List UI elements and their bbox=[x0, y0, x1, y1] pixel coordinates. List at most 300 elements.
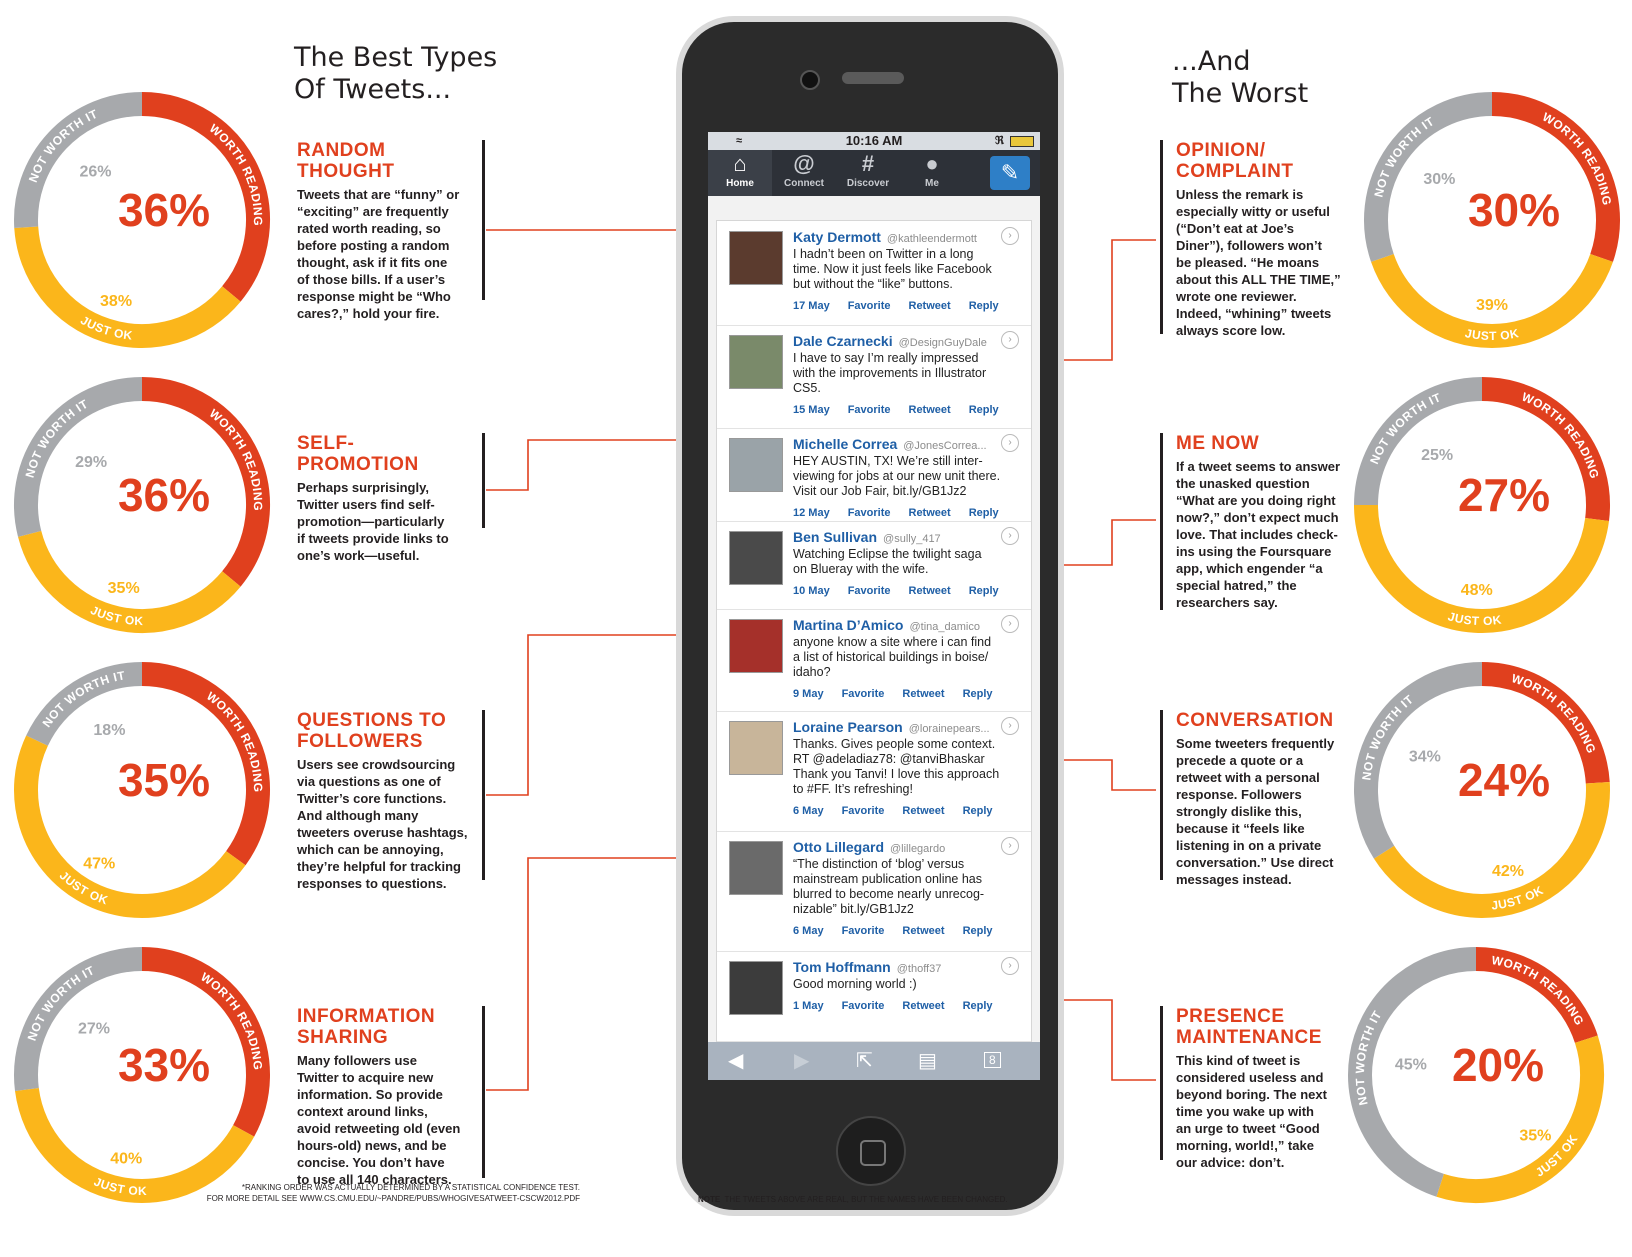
favorite-link[interactable]: Favorite bbox=[841, 925, 885, 937]
category-description bbox=[1176, 186, 1354, 339]
tweet-text-line: mainstream publication online has bbox=[793, 872, 982, 886]
chevron-right-icon[interactable]: › bbox=[1001, 615, 1019, 633]
category-description-line: Twitter to acquire new bbox=[297, 1070, 434, 1085]
tweet-text bbox=[793, 737, 1003, 797]
category-title-line: THOUGHT bbox=[297, 161, 395, 182]
heading-worst: ...And The Worst bbox=[1172, 46, 1309, 109]
category-description-line: concise. You don’t have bbox=[297, 1155, 445, 1170]
category-description-line: “exciting” are frequently bbox=[297, 204, 449, 219]
category-description-line: “What are you doing right bbox=[1176, 493, 1336, 508]
chevron-right-icon[interactable]: › bbox=[1001, 837, 1019, 855]
category-description-line: (“Don’t eat at Joe’s bbox=[1176, 221, 1294, 236]
bluetooth-icon: ℜ bbox=[995, 135, 1004, 147]
avatar[interactable] bbox=[729, 335, 783, 389]
tweet-handle[interactable]: @kathleendermott bbox=[886, 233, 977, 245]
tweet-feed bbox=[716, 220, 1032, 1042]
category-description-line: Unless the remark is bbox=[1176, 187, 1304, 202]
category-block bbox=[1176, 710, 1354, 888]
category-description-line: strongly dislike this, bbox=[1176, 804, 1302, 819]
battery-icon bbox=[1010, 136, 1034, 147]
worth-reading-value bbox=[118, 184, 210, 236]
not-worth-it-value: 29% bbox=[75, 453, 108, 471]
category-description-line: love. That includes check- bbox=[1176, 527, 1338, 542]
tweet-handle[interactable]: @lillegardo bbox=[890, 843, 946, 855]
donut-chart-4 bbox=[1371, 104, 1614, 343]
category-description bbox=[297, 479, 475, 564]
reply-link[interactable]: Reply bbox=[968, 404, 999, 416]
not-worth-it-value: 26% bbox=[79, 163, 112, 181]
worth-reading-value bbox=[118, 1039, 210, 1091]
category-title bbox=[1176, 1006, 1354, 1048]
avatar[interactable] bbox=[729, 721, 783, 775]
worth-reading-label-textpath: WORTH READING bbox=[198, 969, 265, 1071]
not-worth-it-label-textpath: NOT WORTH IT bbox=[1371, 114, 1437, 199]
tweet-text-line: on Blueray with the wife. bbox=[793, 562, 929, 576]
compose-icon: ✎ bbox=[1000, 160, 1020, 185]
chevron-right-icon[interactable]: › bbox=[1001, 227, 1019, 245]
tweet-handle[interactable]: @sully_417 bbox=[883, 533, 941, 545]
worth-reading-label-textpath: WORTH READING bbox=[1490, 953, 1587, 1028]
tweet-text-line: HEY AUSTIN, TX! We’re still inter- bbox=[793, 454, 983, 468]
category-description-line: promotion—particularly bbox=[297, 514, 445, 529]
home-button-square-icon bbox=[860, 1140, 886, 1166]
category-title-line: OPINION/ bbox=[1176, 140, 1266, 161]
category-title-line: ME NOW bbox=[1176, 433, 1260, 454]
tweet-date[interactable]: 6 May bbox=[793, 805, 824, 817]
category-description-line: beyond boring. The next bbox=[1176, 1087, 1327, 1102]
tweet-handle[interactable]: @DesignGuyDale bbox=[898, 337, 987, 349]
tweet-author-name[interactable]: Loraine Pearson bbox=[793, 719, 903, 735]
tweet-text bbox=[793, 454, 1003, 499]
phone-screen bbox=[708, 132, 1040, 1080]
tweet-row[interactable] bbox=[717, 609, 1031, 712]
tweet-date[interactable]: 12 May bbox=[793, 507, 830, 519]
reply-link[interactable]: Reply bbox=[962, 1000, 993, 1012]
reply-link[interactable]: Reply bbox=[962, 925, 993, 937]
tweet-text-line: Watching Eclipse the twilight saga bbox=[793, 547, 982, 561]
not-worth-it-value: 45% bbox=[1394, 1056, 1427, 1074]
tweet-text-line: viewing for jobs at our new unit there. bbox=[793, 469, 1001, 483]
note-label: NOTE bbox=[698, 1195, 721, 1204]
retweet-link[interactable]: Retweet bbox=[908, 404, 951, 416]
category-description-line: because it “feels like bbox=[1176, 821, 1305, 836]
tweet-author[interactable] bbox=[793, 529, 941, 545]
retweet-link[interactable]: Retweet bbox=[908, 300, 951, 312]
not-worth-it-value: 34% bbox=[1408, 748, 1441, 766]
tweet-date[interactable]: 9 May bbox=[793, 688, 824, 700]
category-title bbox=[297, 433, 475, 475]
category-description-line: if tweets provide links to bbox=[297, 531, 449, 546]
tweet-row[interactable] bbox=[717, 428, 1031, 522]
category-block bbox=[1176, 433, 1354, 611]
retweet-link[interactable]: Retweet bbox=[902, 1000, 945, 1012]
just-ok-label-textpath: JUST OK bbox=[88, 602, 144, 629]
tweet-actions bbox=[793, 404, 1017, 416]
donut-segment-just-ok bbox=[1366, 505, 1597, 621]
tweet-handle[interactable]: @thoff37 bbox=[896, 963, 942, 975]
tweet-handle[interactable]: @lorainepears... bbox=[908, 723, 990, 735]
just-ok-label-textpath: JUST OK bbox=[56, 868, 110, 908]
note-text: THE TWEETS ABOVE ARE REAL, BUT THE NAMES HAVE BEEN CHANGED. bbox=[724, 1195, 1008, 1204]
tweet-text-line: but without the “like” buttons. bbox=[793, 277, 953, 291]
favorite-link[interactable]: Favorite bbox=[847, 507, 891, 519]
donut-chart-7 bbox=[1353, 953, 1592, 1191]
category-description-line: information. So provide bbox=[297, 1087, 443, 1102]
just-ok-value: 35% bbox=[1519, 1127, 1552, 1145]
category-divider bbox=[482, 433, 485, 528]
reply-link[interactable]: Reply bbox=[968, 585, 999, 597]
tweet-author-name[interactable]: Katy Dermott bbox=[793, 229, 881, 245]
not-worth-it-label-textpath: NOT WORTH IT bbox=[22, 396, 91, 480]
not-worth-it-label-textpath: NOT WORTH IT bbox=[1367, 390, 1444, 467]
category-description-line: Many followers use bbox=[297, 1053, 417, 1068]
category-title bbox=[297, 1006, 475, 1048]
tweet-text bbox=[793, 977, 1003, 992]
category-description-line: response. Followers bbox=[1176, 787, 1302, 802]
category-description-line: cares?,” hold your fire. bbox=[297, 306, 440, 321]
tweet-text-line: CS5. bbox=[793, 381, 821, 395]
worth-reading-label-textpath: WORTH READING bbox=[206, 406, 266, 512]
category-title-line: RANDOM bbox=[297, 140, 386, 161]
tweet-actions bbox=[793, 688, 1011, 700]
worth-reading-value bbox=[1452, 1039, 1544, 1091]
category-divider bbox=[482, 140, 485, 300]
forward-icon[interactable]: ▶ bbox=[794, 1050, 810, 1072]
category-title-line: QUESTIONS TO bbox=[297, 710, 447, 731]
category-description-line: now?,” don’t expect much bbox=[1176, 510, 1339, 525]
category-description-line: context around links, bbox=[297, 1104, 428, 1119]
category-description-line: via questions as one of bbox=[297, 774, 441, 789]
category-description-line: Some tweeters frequently bbox=[1176, 736, 1335, 751]
category-divider bbox=[1160, 1006, 1163, 1160]
category-description-line: they’re helpful for tracking bbox=[297, 859, 461, 874]
worth-reading-label-textpath: WORTH READING bbox=[1509, 671, 1599, 756]
tweet-text-line: RT @adeladiaz78: @tanviBhaskar bbox=[793, 752, 985, 766]
person-icon: ● bbox=[925, 151, 939, 176]
bookmarks-icon[interactable]: ▤ bbox=[918, 1050, 937, 1072]
category-title-line: MAINTENANCE bbox=[1176, 1027, 1322, 1048]
category-description-line: Users see crowdsourcing bbox=[297, 757, 456, 772]
category-description-line: hours-old) news, and be bbox=[297, 1138, 447, 1153]
reply-link[interactable]: Reply bbox=[962, 688, 993, 700]
category-description-line: If a tweet seems to answer bbox=[1176, 459, 1341, 474]
favorite-link[interactable]: Favorite bbox=[847, 585, 891, 597]
category-description-line: Tweets that are “funny” or bbox=[297, 187, 460, 202]
not-worth-it-value: 18% bbox=[93, 722, 126, 740]
category-description bbox=[1176, 735, 1354, 888]
nav-home[interactable]: ⌂ Home bbox=[708, 150, 772, 196]
tweet-author[interactable] bbox=[793, 617, 980, 633]
category-title bbox=[1176, 433, 1354, 454]
category-description-line: about this ALL THE TIME,” bbox=[1176, 272, 1341, 287]
category-title bbox=[297, 140, 475, 182]
category-description-line: rated worth reading, so bbox=[297, 221, 441, 236]
donut-segment-just-ok bbox=[26, 227, 231, 336]
reply-link[interactable]: Reply bbox=[968, 507, 999, 519]
tweet-text-line: I have to say I’m really impressed bbox=[793, 351, 979, 365]
category-description bbox=[297, 756, 475, 892]
phone-speaker-icon bbox=[842, 72, 904, 84]
category-description-line: researchers say. bbox=[1176, 595, 1278, 610]
tweet-date[interactable]: 6 May bbox=[793, 925, 824, 937]
category-description-line: time you wake up with bbox=[1176, 1104, 1314, 1119]
chevron-right-icon[interactable]: › bbox=[1001, 527, 1019, 545]
category-description-line: This kind of tweet is bbox=[1176, 1053, 1301, 1068]
just-ok-label-textpath: JUST OK bbox=[1490, 883, 1546, 913]
category-description bbox=[297, 186, 475, 322]
category-block bbox=[1176, 140, 1354, 339]
category-title-line: SELF-PROMOTION bbox=[297, 433, 419, 475]
status-bar bbox=[708, 132, 1040, 150]
back-icon[interactable]: ◀ bbox=[728, 1050, 744, 1072]
avatar[interactable] bbox=[729, 438, 783, 492]
category-title-line: PRESENCE bbox=[1176, 1006, 1285, 1027]
category-divider bbox=[1160, 140, 1163, 334]
just-ok-label-textpath: JUST OK bbox=[78, 313, 134, 343]
favorite-link[interactable]: Favorite bbox=[847, 300, 891, 312]
donut-chart-2 bbox=[26, 668, 265, 907]
tweet-actions bbox=[793, 1000, 1011, 1012]
just-ok-value: 42% bbox=[1491, 862, 1524, 880]
category-description-line: our advice: don’t. bbox=[1176, 1155, 1285, 1170]
share-icon[interactable]: ⇱ bbox=[856, 1050, 873, 1072]
tweet-author-name[interactable]: Tom Hoffmann bbox=[793, 959, 891, 975]
reply-link[interactable]: Reply bbox=[968, 300, 999, 312]
tweet-handle[interactable]: @JonesCorrea... bbox=[903, 440, 987, 452]
tweet-date[interactable]: 1 May bbox=[793, 1000, 824, 1012]
tweet-text bbox=[793, 247, 1003, 292]
category-description-line: response might be “Who bbox=[297, 289, 451, 304]
category-description-line: wrote one reviewer. bbox=[1176, 289, 1297, 304]
tweet-author[interactable] bbox=[793, 333, 987, 349]
category-block bbox=[297, 710, 475, 892]
category-description-line: Perhaps surprisingly, bbox=[297, 480, 429, 495]
tweet-author-name[interactable]: Dale Czarnecki bbox=[793, 333, 893, 349]
not-worth-it-value: 27% bbox=[77, 1020, 111, 1038]
tweet-handle[interactable]: @tina_damico bbox=[909, 621, 980, 633]
tweet-author[interactable] bbox=[793, 959, 941, 975]
worth-reading-value-text: 24% bbox=[1457, 754, 1551, 806]
category-title bbox=[1176, 140, 1354, 182]
worth-reading-value-text: 27% bbox=[1457, 469, 1551, 521]
category-description-line: Diner”), followers won’t bbox=[1176, 238, 1322, 253]
category-block bbox=[297, 433, 475, 564]
category-description-line: ins using the Foursquare bbox=[1176, 544, 1332, 559]
category-title bbox=[297, 710, 475, 752]
just-ok-label-textpath: JUST OK bbox=[1446, 609, 1503, 629]
category-title bbox=[1176, 710, 1354, 731]
tweet-author-name[interactable]: Ben Sullivan bbox=[793, 529, 878, 545]
tweet-date[interactable]: 15 May bbox=[793, 404, 830, 416]
tabs-icon[interactable]: 8 bbox=[984, 1052, 1001, 1068]
tweet-text-line: Thanks. Gives people some context. bbox=[793, 737, 996, 751]
browser-toolbar bbox=[708, 1042, 1040, 1080]
tweet-author[interactable] bbox=[793, 719, 990, 735]
category-description bbox=[1176, 458, 1354, 611]
just-ok-value: 47% bbox=[83, 855, 116, 873]
tweet-text-line: Good morning world :) bbox=[793, 977, 917, 991]
tweet-actions bbox=[793, 925, 1011, 937]
donut-chart-3 bbox=[25, 959, 265, 1198]
worth-reading-label-textpath: WORTH READING bbox=[203, 689, 266, 793]
avatar[interactable] bbox=[729, 231, 783, 285]
tweet-text-line: Visit our Job Fair, bit.ly/GB1Jz2 bbox=[793, 484, 967, 498]
category-description-line: Twitter users find self- bbox=[297, 497, 435, 512]
tweet-row[interactable] bbox=[717, 951, 1031, 1042]
tweet-author-name[interactable]: Otto Lillegard bbox=[793, 839, 884, 855]
retweet-link[interactable]: Retweet bbox=[902, 805, 945, 817]
category-title-line: INFORMATION bbox=[297, 1006, 436, 1027]
chevron-right-icon[interactable]: › bbox=[1001, 434, 1019, 452]
chevron-right-icon[interactable]: › bbox=[1001, 331, 1019, 349]
just-ok-label-textpath: JUST OK bbox=[1463, 326, 1521, 344]
donut-chart-5 bbox=[1366, 389, 1602, 628]
footnote-left: *RANKING ORDER WAS ACTUALLY DETERMINED BY A STATISTICAL CONFIDENCE TEST. FOR MORE DETAIL SEE WWW.CS.CMU.EDU/~PANDRE/PUBS/WHOGIVESATWEET-CSCW2012.PDF bbox=[206, 1183, 580, 1203]
donut-segment-just-ok bbox=[30, 534, 232, 621]
avatar[interactable] bbox=[729, 531, 783, 585]
tweet-row[interactable] bbox=[717, 521, 1031, 610]
not-worth-it-label-textpath: NOT WORTH IT bbox=[1359, 692, 1417, 782]
tweet-date[interactable]: 10 May bbox=[793, 585, 830, 597]
favorite-link[interactable]: Favorite bbox=[847, 404, 891, 416]
worth-reading-value bbox=[1458, 469, 1550, 521]
status-time: 10:16 AM bbox=[845, 133, 903, 148]
worth-reading-value-text: 36% bbox=[117, 469, 211, 521]
worth-reading-value-text: 36% bbox=[117, 184, 211, 236]
not-worth-it-value: 30% bbox=[1423, 171, 1456, 189]
category-description-line: avoid retweeting old (even bbox=[297, 1121, 461, 1136]
donut-segment-just-ok bbox=[27, 1090, 244, 1191]
category-description-line: special hatred,” the bbox=[1176, 578, 1297, 593]
category-block bbox=[297, 1006, 475, 1188]
chevron-right-icon[interactable]: › bbox=[1001, 717, 1019, 735]
home-button-icon[interactable] bbox=[836, 1116, 906, 1186]
tweet-text-line: “The distinction of ‘blog’ versus bbox=[793, 857, 965, 871]
worth-reading-label-textpath: WORTH READING bbox=[1519, 389, 1602, 481]
nav-discover[interactable]: # Discover bbox=[836, 150, 900, 196]
not-worth-it-label-textpath: NOT WORTH IT bbox=[39, 668, 127, 730]
category-title-line: COMPLAINT bbox=[1176, 161, 1294, 182]
just-ok-value: 38% bbox=[100, 292, 133, 310]
category-description-line: to use all 140 characters. bbox=[297, 1172, 452, 1187]
worth-reading-value bbox=[1458, 754, 1550, 806]
wifi-icon: ≈ bbox=[736, 135, 743, 147]
nav-me[interactable]: ● Me bbox=[900, 150, 964, 196]
tweet-text-line: anyone know a site where i can find bbox=[793, 635, 992, 649]
tweet-text-line: nizable” bit.ly/GB1Jz2 bbox=[793, 902, 914, 916]
category-description-line: tweeters overuse hashtags, bbox=[297, 825, 468, 840]
tweet-author-name[interactable]: Michelle Correa bbox=[793, 436, 898, 452]
worth-reading-label-textpath: WORTH READING bbox=[1540, 109, 1615, 207]
category-description-line: precede a quote or a bbox=[1176, 753, 1304, 768]
category-description bbox=[297, 1052, 475, 1188]
retweet-link[interactable]: Retweet bbox=[908, 507, 951, 519]
just-ok-value: 48% bbox=[1460, 581, 1493, 599]
tweet-row[interactable] bbox=[717, 831, 1031, 952]
worth-reading-value bbox=[118, 754, 210, 806]
tweet-row[interactable] bbox=[717, 711, 1031, 832]
category-description-line: conversation.” Use direct bbox=[1176, 855, 1334, 870]
not-worth-it-label-textpath: NOT WORTH IT bbox=[25, 106, 100, 185]
category-description-line: morning, world!,” take bbox=[1176, 1138, 1314, 1153]
tweet-author[interactable] bbox=[793, 839, 945, 855]
at-icon: @ bbox=[793, 151, 815, 176]
category-description-line: which can be annoying, bbox=[297, 842, 444, 857]
category-description-line: be pleased. “He moans bbox=[1176, 255, 1320, 270]
category-description-line: Twitter’s core functions. bbox=[297, 791, 447, 806]
tweet-text-line: idaho? bbox=[793, 665, 831, 679]
just-ok-value: 40% bbox=[110, 1150, 143, 1168]
tweet-author[interactable] bbox=[793, 229, 977, 245]
category-description-line: especially witty or useful bbox=[1176, 204, 1330, 219]
category-description-line: of those bills. If a user’s bbox=[297, 272, 446, 287]
category-divider bbox=[1160, 433, 1163, 610]
tweet-text-line: to #FF. It’s refreshing! bbox=[793, 782, 913, 796]
just-ok-label-textpath: JUST OK bbox=[91, 1174, 148, 1199]
just-ok-value: 39% bbox=[1475, 297, 1509, 314]
retweet-link[interactable]: Retweet bbox=[902, 688, 945, 700]
tweet-author-name[interactable]: Martina D’Amico bbox=[793, 617, 904, 633]
tweet-text bbox=[793, 857, 1003, 917]
worth-reading-value-text: 30% bbox=[1467, 184, 1561, 236]
category-title-line: CONVERSATION bbox=[1176, 710, 1334, 731]
worth-reading-value-text: 33% bbox=[117, 1039, 211, 1091]
tweet-actions bbox=[793, 585, 1017, 597]
donut-chart-0 bbox=[26, 104, 265, 343]
reply-link[interactable]: Reply bbox=[962, 805, 993, 817]
retweet-link[interactable]: Retweet bbox=[902, 925, 945, 937]
worth-reading-label-textpath: WORTH READING bbox=[206, 121, 266, 227]
tweet-text-line: blurred to become nearly unrecog- bbox=[793, 887, 985, 901]
category-description-line: Indeed, “whining” tweets bbox=[1176, 306, 1332, 321]
category-description-line: an urge to tweet “Good bbox=[1176, 1121, 1320, 1136]
phone-camera-icon bbox=[800, 70, 820, 90]
avatar[interactable] bbox=[729, 961, 783, 1015]
chevron-right-icon[interactable]: › bbox=[1001, 957, 1019, 975]
favorite-link[interactable]: Favorite bbox=[841, 1000, 885, 1012]
category-description-line: retweet with a personal bbox=[1176, 770, 1320, 785]
worth-reading-value-text: 35% bbox=[117, 754, 211, 806]
tweet-row[interactable] bbox=[717, 221, 1031, 326]
tweet-author[interactable] bbox=[793, 436, 987, 452]
avatar[interactable] bbox=[729, 619, 783, 673]
footnote-note bbox=[698, 1194, 1008, 1205]
category-description bbox=[1176, 1052, 1354, 1171]
category-divider bbox=[482, 710, 485, 880]
favorite-link[interactable]: Favorite bbox=[841, 688, 885, 700]
category-description-line: thought, ask if it fits one bbox=[297, 255, 448, 270]
tweet-row[interactable] bbox=[717, 325, 1031, 429]
tweet-actions bbox=[793, 507, 1017, 519]
category-divider bbox=[482, 1006, 485, 1178]
donut-chart-1 bbox=[23, 389, 266, 628]
retweet-link[interactable]: Retweet bbox=[908, 585, 951, 597]
category-title-line: SHARING bbox=[297, 1027, 389, 1048]
worth-reading-value bbox=[1468, 184, 1560, 236]
nav-connect[interactable]: @ Connect bbox=[772, 150, 836, 196]
just-ok-label-textpath: JUST OK bbox=[1533, 1131, 1581, 1180]
compose-button[interactable] bbox=[990, 156, 1030, 190]
not-worth-it-label-textpath: NOT WORTH IT bbox=[1352, 1008, 1385, 1107]
tweet-text-line: I hadn’t been on Twitter in a long bbox=[793, 247, 974, 261]
avatar[interactable] bbox=[729, 841, 783, 895]
tweet-text bbox=[793, 635, 1003, 680]
tweet-date[interactable]: 17 May bbox=[793, 300, 830, 312]
favorite-link[interactable]: Favorite bbox=[841, 805, 885, 817]
category-description-line: the unasked question bbox=[1176, 476, 1310, 491]
heading-best: The Best Types Of Tweets... bbox=[294, 42, 498, 105]
twitter-nav-bar bbox=[708, 150, 1040, 196]
